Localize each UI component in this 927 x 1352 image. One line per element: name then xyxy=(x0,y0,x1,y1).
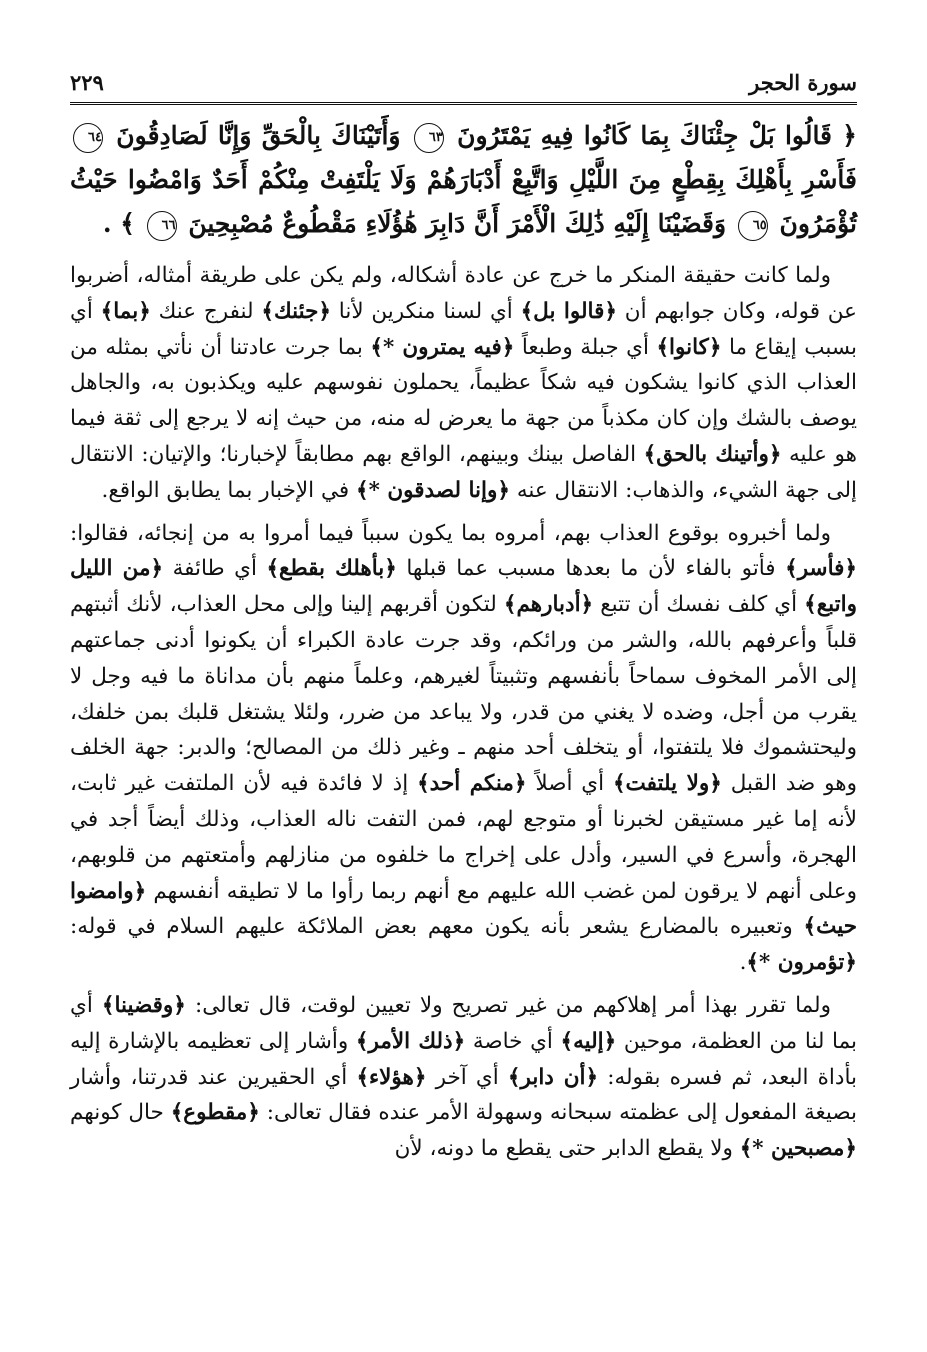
quran-quote: ﴿فأسر﴾ xyxy=(785,556,857,582)
quran-quote: ﴿هؤلاء﴾ xyxy=(356,1064,427,1090)
quran-quote: ﴿فيه يمترون *﴾ xyxy=(370,334,515,360)
commentary-text: لنفرج عنك xyxy=(150,298,262,324)
quran-quote: ﴿وقضينا﴾ xyxy=(101,992,186,1018)
commentary-text: الفاصل بينك وبينهم، الواقع بهم مطابقاً لإخبارنا؛ والإتيان: الانتقال إلى جهة الشيء، والذهاب: الانتقال عنه xyxy=(70,441,857,503)
commentary-text: أي كلف نفسك أن تتبع xyxy=(593,592,805,618)
surah-title: سورة الحجر xyxy=(749,70,857,95)
commentary-text: أي خاصة xyxy=(465,1028,561,1054)
commentary-text: في الإخبار بما يطابق الواقع. xyxy=(101,477,357,503)
quran-quote: ﴿من الليل واتبع﴾ xyxy=(70,556,857,618)
quran-quote: ﴿قالوا بل﴾ xyxy=(520,298,617,324)
quran-quote: ﴿ولا يلتفت﴾ xyxy=(612,771,722,797)
commentary-text: ولا يقطع الدابر حتى يقطع ما دونه، لأن xyxy=(394,1136,740,1162)
verse-text: وَقَضَيْنَا إِلَيْهِ ذَٰلِكَ الْأَمْرَ أَنَّ دَابِرَ هَٰؤُلَاءِ مَقْطُوعٌ مُصْبِحِينَ xyxy=(188,209,727,238)
commentary-text: أي بسبب إيقاع ما xyxy=(70,298,857,360)
commentary-text: أي الحقيرين عند قدرتنا، وأشار بصيغة المفعول إلى عظمته سبحانه وسهولة الأمر عنده فقال تعالى: xyxy=(70,1064,857,1126)
quran-quote: ﴿كانوا﴾ xyxy=(656,334,722,360)
ayah-number-marker: ٦٤ xyxy=(73,123,103,153)
quran-quote: ﴿بأهلك بقطع﴾ xyxy=(266,556,397,582)
commentary-text: وتعبيره بالمضارع يشعر بأنه يكون معهم بعض الملائكة عليهم السلام في قوله: xyxy=(70,914,804,940)
commentary-text: ولما أخبروه بوقوع العذاب بهم، أمروه بما يكون سبباً فيما أمروا به من إنجائه، فقالوا: xyxy=(70,520,831,546)
page-header xyxy=(70,70,857,100)
quran-quote: ﴿وامضوا حيث﴾ xyxy=(70,878,857,940)
verse-text: فَأَسْرِ بِأَهْلِكَ بِقِطْعٍ مِنَ اللَّيْلِ وَاتَّبِعْ أَدْبَارَهُمْ وَلَا يَلْتَفِتْ مِنْكُمْ أَحَدٌ وَامْضُوا حَيْثُ تُؤْمَرُونَ xyxy=(70,165,857,238)
ayah-number-marker: ٦٥ xyxy=(738,211,768,241)
quran-quote: ﴿مصبحين *﴾ xyxy=(739,1136,857,1162)
commentary-paragraph xyxy=(70,988,857,1167)
commentary-text: أي جبلة وطبعاً xyxy=(514,334,657,360)
commentary-text: ولما تقرر بهذا أمر إهلاكهم من غير تصريح ولا تعيين لوقت، قال تعالى: xyxy=(185,992,831,1018)
quran-verses-block xyxy=(70,114,857,246)
commentary-text: إذ لا فائدة فيه لأن الملتفت غير ثابت، لأنه إما غير مستيقن لخبرنا أو متوجع لهم، فمن التفت ناله العذاب، وذلك أيضاً أجد في الهجرة، وأسرع في السير، وأدل على إخراج ما خلفوه من منازلهم وأمتعتهم من قلوبهم، وعلى أنهم لا يرقون لمن غضب الله عليهم مع أنهم ربما رأوا ما لا تطيقه أنفسهم xyxy=(70,771,857,904)
commentary-text: فأتو بالفاء لأن ما بعدها مسبب عما قبلها xyxy=(396,556,786,582)
commentary-text: ولما كانت حقيقة المنكر ما خرج عن عادة أشكاله، ولم يكن على طريقة أمثاله، أضربوا عن قوله، وكان جوابهم أن xyxy=(70,263,858,324)
commentary-text: أي بما لنا من العظمة، موحين xyxy=(70,992,858,1054)
quran-quote: ﴿بما﴾ xyxy=(100,298,151,324)
commentary-text: أي لسنا منكرين لأنا xyxy=(330,298,521,324)
page-number: ٢٢٩ xyxy=(70,70,104,95)
quran-quote: ﴿جئنك﴾ xyxy=(261,298,331,324)
verses-closing: ﴾ . xyxy=(102,209,135,238)
commentary-text: أي طائفة xyxy=(163,556,267,582)
quran-quote: ﴿تؤمرون *﴾ xyxy=(746,950,857,976)
quran-quote: ﴿وأتينك بالحق﴾ xyxy=(643,441,782,467)
quran-quote: ﴿إليه﴾ xyxy=(560,1028,617,1054)
verse-text: وَأَتَيْنَاكَ بِالْحَقِّ وَإِنَّا لَصَادِقُونَ xyxy=(116,121,401,150)
quran-quote: ﴿ذلك الأمر﴾ xyxy=(355,1028,466,1054)
quran-quote: ﴿مقطوع﴾ xyxy=(170,1100,260,1126)
ayah-number-marker: ٦٦ xyxy=(147,211,177,241)
tafsir-commentary xyxy=(70,258,857,1174)
quran-quote: ﴿أن دابر﴾ xyxy=(507,1064,599,1090)
commentary-paragraph xyxy=(70,516,857,981)
commentary-paragraph xyxy=(70,258,857,509)
commentary-text: حال كونهم xyxy=(70,1100,171,1126)
commentary-text: . xyxy=(739,950,747,976)
commentary-text: لتكون أقربهم إلينا وإلى محل العذاب، لأنك أثبتهم قلباً وأعرفهم بالله، والشر من ورائكم، وقد جرت عادة الكبراء أن يكونوا أدنى جماعتهم إلى الأمر المخوف سماحاً بأنفسهم وتثبيتاً لغيرهم، وعلماً منهم بأن مداناة ما فيه وجل لا يقرب من أجل، وضده لا يغني من قدر، ولا يباعد من ضرر، ولئلا يشتغل قلبك بمن خلفك، وليحتشموك فلا يلتفتوا، أو يتخلف أحد منهم ـ وغير ذلك من المصالح؛ والدبر: جهة الخلف وهو ضد القبل xyxy=(70,592,857,797)
commentary-text: أي أصلاً xyxy=(526,771,613,797)
quran-quote: ﴿منكم أحد﴾ xyxy=(417,771,527,797)
commentary-text: أي آخر xyxy=(426,1064,508,1090)
header-divider xyxy=(70,102,857,105)
quran-quote: ﴿أدبارهم﴾ xyxy=(503,592,594,618)
commentary-text: بما جرت عادتنا أن نأتي بمثله من العذاب الذي كانوا يشكون فيه شكاً عظيماً، يحملون نفوسهم عليه ويكذبون به، والجاهل يوصف بالشك وإن كان مكذباً من جهة ما يعرض له منه، من حيث إنه لا يرجع إلى ثقة فيما هو عليه xyxy=(70,334,858,467)
quran-quote: ﴿وإنا لصدقون *﴾ xyxy=(356,477,510,503)
commentary-text: وأشار إلى تعظيمه بالإشارة إليه بأداة البعد، ثم فسره بقوله: xyxy=(70,1028,858,1090)
ayah-number-marker: ٦٣ xyxy=(414,123,444,153)
verse-text: ﴿ قَالُوا بَلْ جِئْنَاكَ بِمَا كَانُوا فِيهِ يَمْتَرُونَ xyxy=(457,121,857,150)
